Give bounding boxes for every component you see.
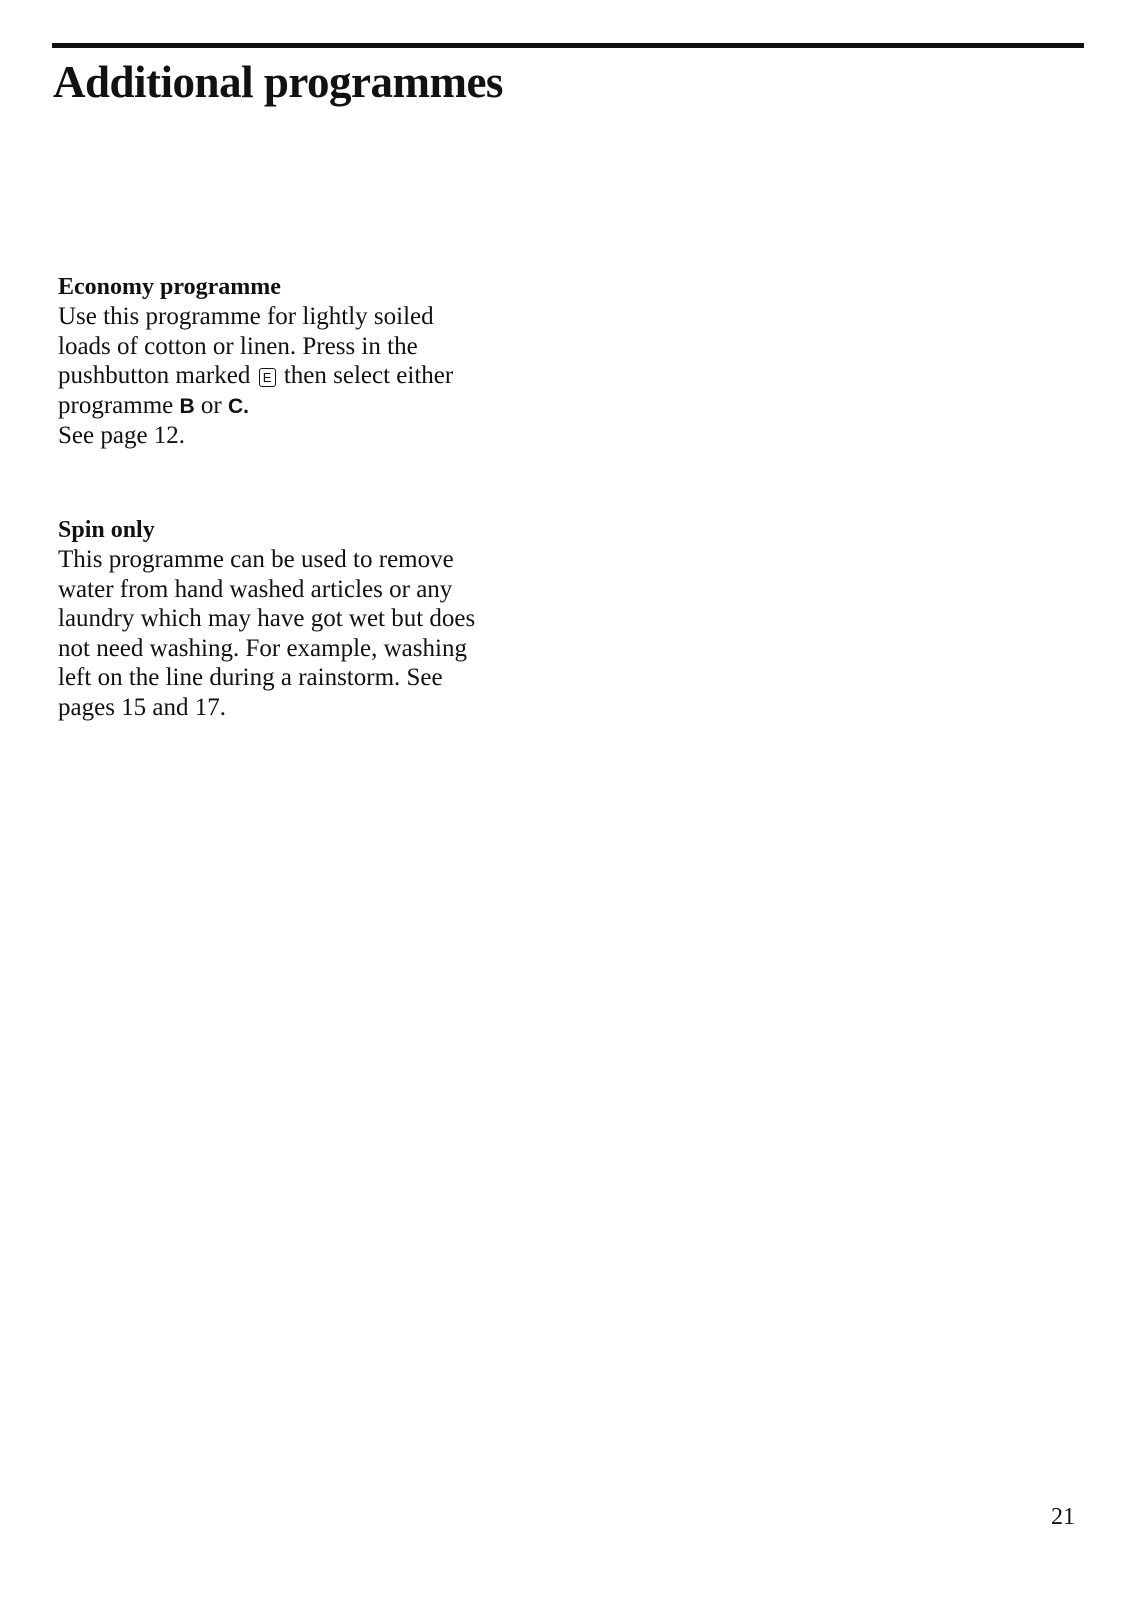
page-title: Additional programmes <box>53 57 503 107</box>
economy-line-4 <box>58 391 578 422</box>
economy-line-4-start: programme <box>58 391 174 419</box>
spin-only-line-4: not need washing. For example, washing <box>58 634 467 662</box>
economy-programme-section <box>58 272 578 451</box>
economy-line-3 <box>58 361 578 391</box>
spin-only-line-5: left on the line during a rainstorm. See <box>58 664 443 691</box>
top-rule <box>52 43 1084 48</box>
economy-line-3-start: pushbutton marked <box>58 362 251 389</box>
economy-programme-heading: Economy programme <box>58 274 281 300</box>
programme-b-label: B <box>179 394 195 418</box>
economy-line-4-or: or <box>200 391 222 419</box>
economy-line-3-end: then select either <box>283 362 454 389</box>
spin-only-line-3: laundry which may have got wet but does <box>58 605 476 632</box>
economy-line-5: See page 12. <box>58 422 186 449</box>
spin-only-section <box>58 515 578 722</box>
page-number: 21 <box>1051 1504 1075 1530</box>
economy-line-2: loads of cotton or linen. Press in the <box>58 332 418 360</box>
spin-only-line-1: This programme can be used to remove <box>58 546 454 573</box>
spin-only-line-2: water from hand washed articles or any <box>58 575 453 603</box>
economy-line-1: Use this programme for lightly soiled <box>58 303 434 330</box>
spin-only-heading: Spin only <box>58 517 155 543</box>
programme-c-label: C. <box>227 394 249 418</box>
economy-pushbutton-e-icon: E <box>259 368 276 387</box>
spin-only-line-6: pages 15 and 17. <box>58 693 227 721</box>
